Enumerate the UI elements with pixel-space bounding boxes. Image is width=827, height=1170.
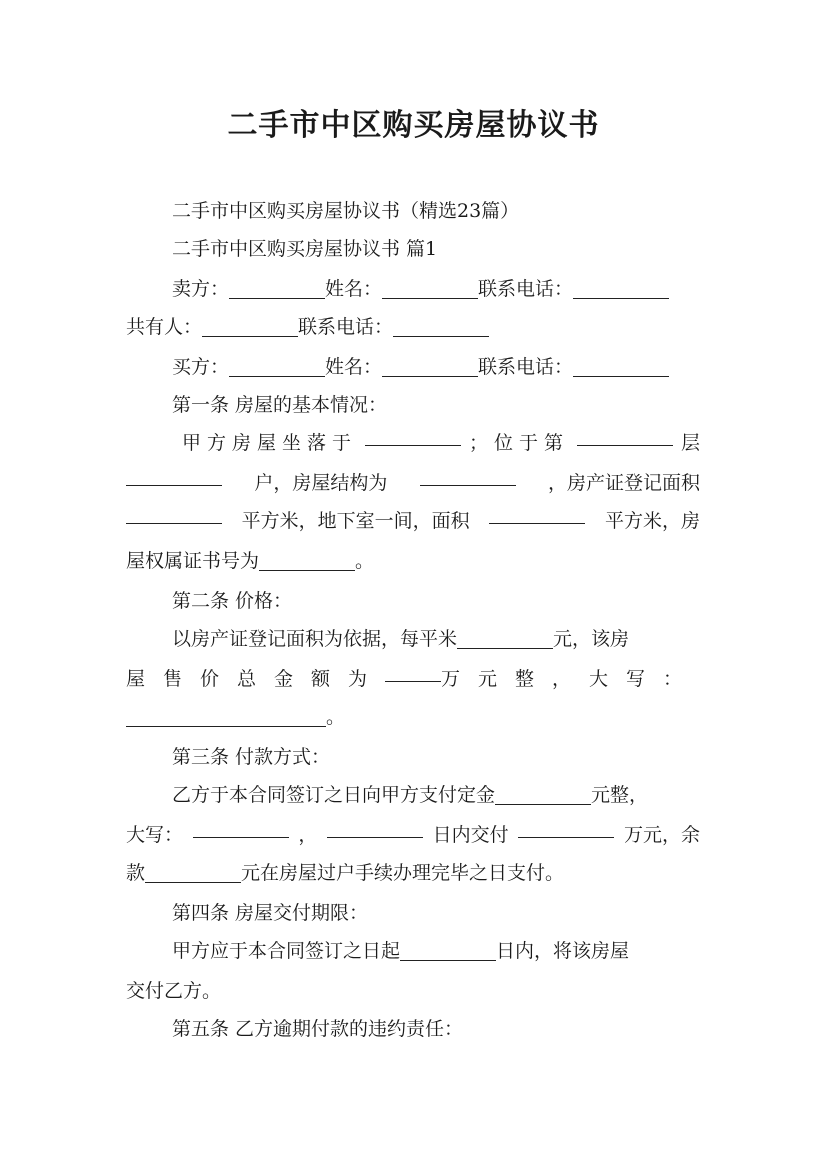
article3-text-h: 元在房屋过户手续办理完毕之日支付。 bbox=[241, 862, 565, 884]
deposit-blank bbox=[495, 784, 591, 805]
article4-title: 第四条 房屋交付期限： bbox=[172, 902, 369, 924]
co-owner-line bbox=[126, 309, 489, 345]
article1-line3 bbox=[126, 503, 700, 539]
article4-line1 bbox=[172, 933, 629, 969]
basement-area-blank bbox=[489, 503, 585, 524]
article3-text-a: 乙方于本合同签订之日向甲方支付定金 bbox=[172, 784, 496, 806]
total-price-blank bbox=[385, 661, 441, 682]
seller-phone-label: 联系电话： bbox=[478, 278, 574, 300]
floor-blank bbox=[577, 425, 673, 446]
article1-text-a: 甲方房屋坐落于 bbox=[182, 432, 358, 454]
total-price-written-blank bbox=[126, 706, 326, 727]
area-blank bbox=[126, 503, 222, 524]
delivery-days-blank bbox=[400, 940, 496, 961]
article2-text-a: 以房产证登记面积为依据，每平米 bbox=[172, 628, 458, 650]
article1-text-f: 平方米，地下室一间，面积 bbox=[241, 510, 470, 532]
article2-line1 bbox=[172, 621, 629, 657]
article2-text-b: 元，该房 bbox=[553, 628, 630, 650]
article1-text-g: 平方米，房 bbox=[604, 510, 700, 532]
deposit-written-blank bbox=[193, 817, 289, 838]
article3-title: 第三条 付款方式： bbox=[172, 746, 331, 768]
article1-text-d: 户，房屋结构为 bbox=[254, 472, 388, 494]
article1-line1 bbox=[182, 425, 700, 461]
seller-line bbox=[172, 271, 669, 307]
co-owner-phone-blank bbox=[393, 316, 489, 337]
article1-text-b: ；位于第 bbox=[468, 432, 569, 454]
installment-blank bbox=[518, 817, 614, 838]
article1-title: 第一条 房屋的基本情况： bbox=[172, 394, 388, 416]
article3-line1 bbox=[172, 777, 648, 813]
buyer-line bbox=[172, 349, 669, 385]
seller-phone-blank bbox=[573, 278, 669, 299]
buyer-label: 买方： bbox=[172, 356, 230, 378]
article2-line2 bbox=[126, 661, 700, 697]
document-subtitle: 二手市中区购买房屋协议书（精选23篇） bbox=[172, 200, 520, 222]
article3-text-b: 元整， bbox=[591, 784, 649, 806]
days-blank bbox=[327, 817, 423, 838]
buyer-name-blank bbox=[382, 356, 478, 377]
article4-line2: 交付乙方。 bbox=[126, 980, 222, 1002]
article1-period: 。 bbox=[355, 550, 375, 572]
unit-price-blank bbox=[457, 628, 553, 649]
document-title: 二手市中区购买房屋协议书 bbox=[227, 108, 600, 143]
article3-text-f: 万元，余 bbox=[623, 824, 700, 846]
article3-line3 bbox=[126, 855, 564, 891]
article1-line4 bbox=[126, 543, 374, 579]
buyer-phone-blank bbox=[573, 356, 669, 377]
article2-text-c: 屋售价总金额为 bbox=[126, 668, 386, 690]
seller-label: 卖方： bbox=[172, 278, 230, 300]
buyer-phone-label: 联系电话： bbox=[478, 356, 574, 378]
unit-blank bbox=[126, 465, 222, 486]
article1-line2 bbox=[126, 465, 700, 501]
structure-blank bbox=[420, 465, 516, 486]
article2-title: 第二条 价格： bbox=[172, 590, 293, 612]
buyer-blank bbox=[229, 356, 325, 377]
section-heading: 二手市中区购买房屋协议书 篇1 bbox=[172, 238, 438, 260]
article2-line3 bbox=[126, 699, 345, 735]
seller-name-label: 姓名： bbox=[325, 278, 383, 300]
co-owner-phone-label: 联系电话： bbox=[298, 316, 394, 338]
co-owner-label: 共有人： bbox=[126, 316, 203, 338]
article3-text-e: 日内交付 bbox=[432, 824, 509, 846]
article1-text-e: ，房产证登记面积 bbox=[547, 472, 700, 494]
co-owner-blank bbox=[202, 316, 298, 337]
article4-text-a: 甲方应于本合同签订之日起 bbox=[172, 940, 401, 962]
article1-text-c: 层 bbox=[680, 432, 700, 454]
article3-line2 bbox=[126, 817, 700, 853]
article4-text-b: 日内，将该房屋 bbox=[496, 940, 630, 962]
article2-period: 。 bbox=[326, 706, 346, 728]
balance-blank bbox=[145, 862, 241, 883]
seller-name-blank bbox=[382, 278, 478, 299]
article3-text-d: ， bbox=[298, 824, 318, 846]
article3-text-g: 款 bbox=[126, 862, 146, 884]
article1-text-h: 屋权属证书号为 bbox=[126, 550, 260, 572]
article2-text-d: 万元整，大写： bbox=[440, 668, 700, 690]
certificate-blank bbox=[259, 550, 355, 571]
buyer-name-label: 姓名： bbox=[325, 356, 383, 378]
article3-text-c: 大写： bbox=[126, 824, 184, 846]
seller-blank bbox=[229, 278, 325, 299]
article5-title: 第五条 乙方逾期付款的违约责任： bbox=[172, 1018, 464, 1040]
location-blank bbox=[365, 425, 461, 446]
